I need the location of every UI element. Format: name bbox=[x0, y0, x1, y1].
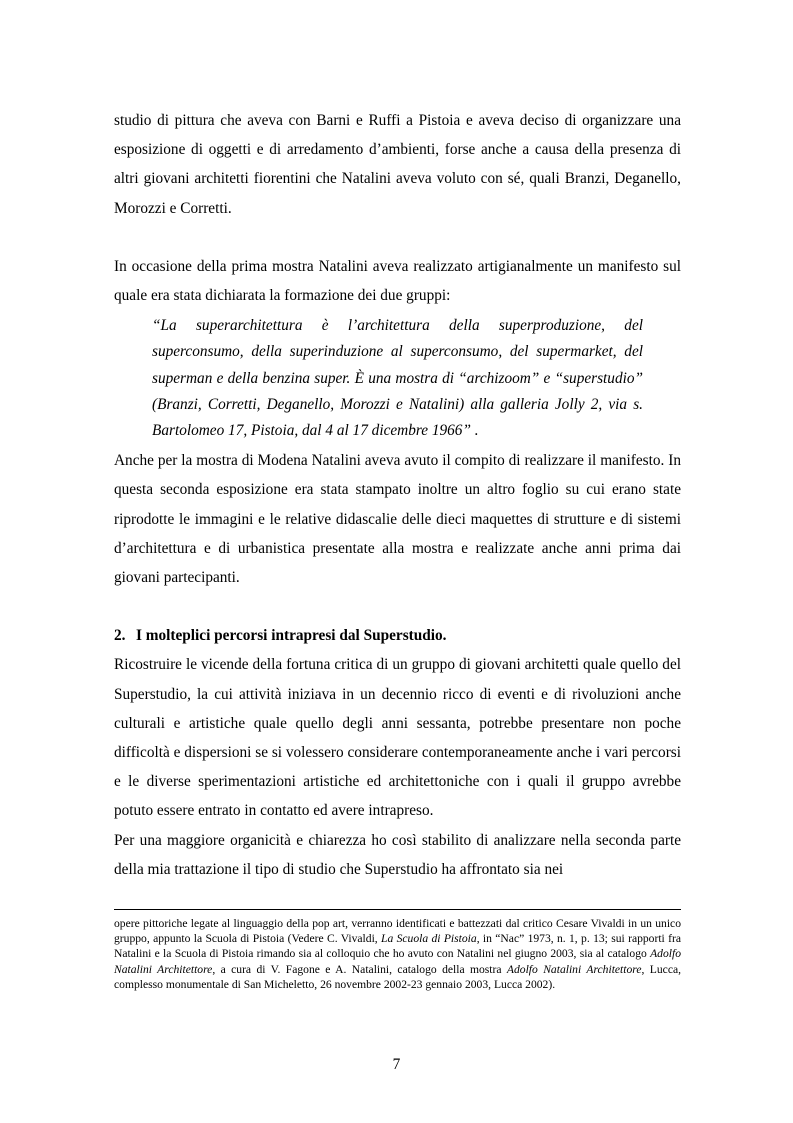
footnote-text: , a cura di V. Fagone e A. Natalini, catalogo della mostra bbox=[212, 962, 507, 976]
page-body bbox=[114, 106, 681, 884]
section-heading bbox=[114, 621, 681, 650]
paragraph-modena: Anche per la mostra di Modena Natalini aveva avuto il compito di realizzare il manifesto. In questa seconda esposizione era stata stampato inoltre un altro foglio su cui erano state riprodotte le immagini e le relative didascalie delle dieci maquettes di strutture e di sistemi d’architettura e di urbanistica presentate alla mostra e realizzate anche anni prima dai giovani partecipanti. bbox=[114, 452, 681, 587]
paragraph-continuation: studio di pittura che aveva con Barni e Ruffi a Pistoia e aveva deciso di organizzare una esposizione di oggetti e di arredamento d’ambienti, forse anche a causa della presenza di altri giovani architetti fiorentini che Natalini aveva voluto con sé, quali Branzi, Deganello, Morozzi e Corretti. bbox=[114, 112, 681, 217]
paragraph-gap bbox=[114, 223, 681, 252]
paragraph-manifesto: In occasione della prima mostra Natalini aveva realizzato artigianalmente un manifesto sul quale era stata dichiarata la formazione dei due gruppi: bbox=[114, 257, 681, 305]
paragraph-organicita: Per una maggiore organicità e chiarezza ho così stabilito di analizzare nella seconda parte della mia trattazione il tipo di studio che Superstudio ha affrontato sia nei bbox=[114, 831, 681, 878]
paragraph-gap bbox=[114, 592, 681, 621]
footnote bbox=[114, 916, 681, 992]
paragraph-fortuna-critica: Ricostruire le vicende della fortuna critica di un gruppo di giovani architetti quale quello del Superstudio, la cui attività iniziava in un decennio ricco di eventi e di rivoluzioni anche culturali e artistiche quale quello degli anni sessanta, potrebbe presentare non poche difficoltà e dispersioni se si volessero considerare contemporaneamente anche i vari percorsi e le diverse sperimentazioni artistiche ed architettoniche con i quali il gruppo avrebbe potuto essere entrato in contatto ed avere intrapreso. bbox=[114, 656, 681, 820]
footnote-title: Adolfo Natalini Architettore bbox=[114, 947, 681, 976]
footnote-title: Adolfo Natalini Architettore bbox=[506, 962, 642, 976]
block-quote: “La superarchitettura è l’architettura della superproduzione, del superconsumo, della superinduzione al superconsumo, del supermarket, del superman e della benzina super. È una mostra di “archizoom” e “superstudio” (Branzi, Corretti, Deganello, Morozzi e Natalini) alla galleria Jolly 2, via s. Bartolomeo 17, Pistoia, dal 4 al 17 dicembre 1966” . bbox=[152, 317, 643, 440]
section-title: I molteplici percorsi intrapresi dal Superstudio. bbox=[136, 627, 447, 645]
page-number: 7 bbox=[392, 1056, 401, 1073]
footnote-text: , in “Nac” 1973, n. 1, p. 13; sui rapporti fra Natalini e la Scuola di Pistoia rimando sia al colloquio che ho avuto con Natalini nel giugno 2003, sia al catalogo bbox=[114, 932, 681, 961]
footnote-title: La Scuola di Pistoia bbox=[381, 932, 477, 946]
footnote-text: , Lucca, complesso monumentale di San Micheletto, 26 novembre 2002-23 gennaio 2003, Lucca 2002). bbox=[114, 962, 682, 991]
footnote-separator bbox=[114, 909, 681, 910]
section-number: 2. bbox=[114, 627, 126, 645]
block-quote-wrapper bbox=[114, 310, 681, 446]
footnote-text: opere pittoriche legate al linguaggio della pop art, verranno identificati e battezzati dal critico Cesare Vivaldi in un unico gruppo, appunto la Scuola di Pistoia (Vedere C. Vivaldi, bbox=[114, 917, 681, 946]
